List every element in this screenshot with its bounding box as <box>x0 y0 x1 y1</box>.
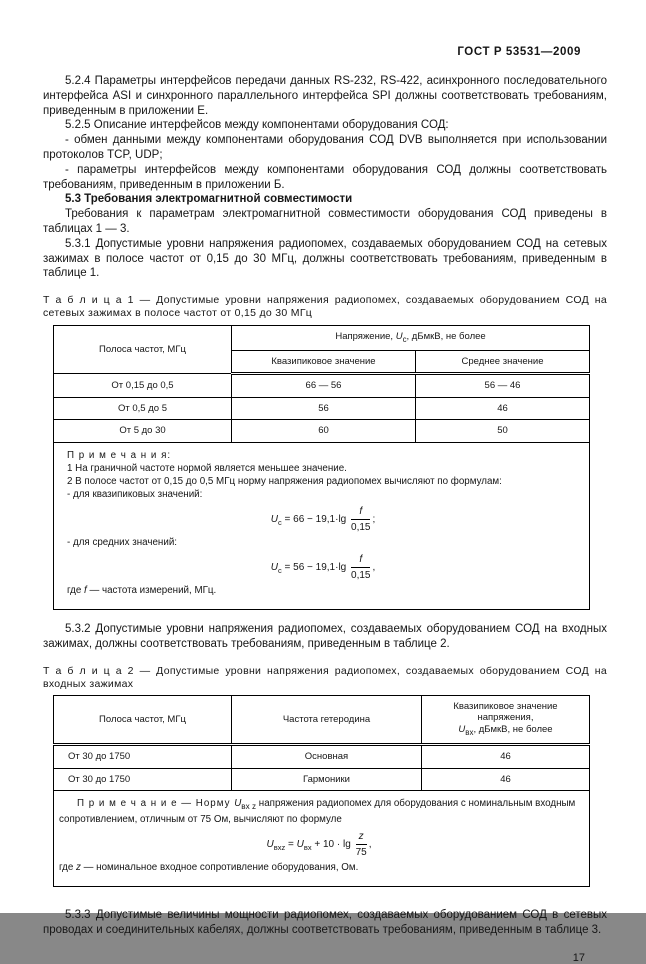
f-variable: f <box>84 584 87 596</box>
table-row <box>54 397 590 420</box>
table-2-cell: От 30 до 1750 <box>54 768 232 791</box>
u-symbol: U <box>270 514 278 526</box>
notes-title: П р и м е ч а н и я: <box>67 449 172 461</box>
table-2-cell: От 30 до 1750 <box>54 745 232 769</box>
doc-code: ГОСТ Р 53531—2009 <box>457 46 581 58</box>
table-1-header-row-1 <box>54 325 590 350</box>
table-2 <box>53 695 590 887</box>
table-row <box>54 420 590 443</box>
heading-5-3: 5.3 Требования электромагнитной совместимости <box>65 193 353 206</box>
table-2-header-row <box>54 695 590 744</box>
table-1-header-quasi: Квазипиковое значение <box>232 350 416 374</box>
paragraph-5-3-3: 5.3.3 Допустимые величины мощности радиопомех, создаваемых оборудованием СОД в сетевых проводах и соединительных кабелях, должны соответствовать требованиям, приведенным в таблице 3. <box>43 909 607 937</box>
formula-average: $U_с = 56 - 19,1\cdot\lg$ $\frac{f}{0,15}$ , <box>270 553 376 581</box>
table-2-note <box>54 791 590 887</box>
table-2-cell: Основная <box>232 745 422 769</box>
table-1-cell: От 0,5 до 5 <box>54 397 232 420</box>
table-1-cell: От 0,15 до 0,5 <box>54 374 232 398</box>
table-2-note-row <box>54 791 590 887</box>
paragraph-5-3-2: 5.3.2 Допустимые уровни напряжения радиопомех, создаваемых оборудованием СОД на входных зажимах, должны соответствовать требованиям, приведенным в таблице 2. <box>43 622 607 650</box>
table-row <box>54 745 590 769</box>
u-symbol: U <box>458 723 466 735</box>
paragraph-5-3: Требования к параметрам электромагнитной совместимости оборудования СОД приведены в таблицах 1 — 3. <box>43 208 607 235</box>
table-row <box>54 374 590 398</box>
note-2: 2 В полосе частот от 0,15 до 0,5 МГц норму напряжения радиопомех вычисляют по формулам: <box>67 475 502 487</box>
u-symbol: U <box>395 330 403 342</box>
table-1-caption-text: Т а б л и ц а 1 — Допустимые уровни напряжения радиопомех, создаваемых оборудованием СОД на сетевых зажимах в полосе частот от 0,15 до 30 МГц <box>43 294 607 320</box>
list-item-exchange: - обмен данными между компонентами оборудования СОД DVB выполняется при использовании протоколов TCP, UDP; <box>43 134 607 161</box>
fraction: $\frac{f}{0,15}$ <box>351 505 371 533</box>
formula-quasi-peak: $U_с = 66 - 19,1\cdot\lg$ $\frac{f}{0,15}$ ; <box>270 505 376 533</box>
table-1-header-avg: Среднее значение <box>416 350 590 374</box>
note-where: где z — номинальное входное сопротивление оборудования, Ом. <box>59 862 359 874</box>
table-1-cell: 46 <box>416 397 590 420</box>
table-1-header-freq: Полоса частот, МГц <box>54 325 232 374</box>
table-2-caption-text: Т а б л и ц а 2 — Допустимые уровни напряжения радиопомех, создаваемых оборудованием СОД на входных зажимах <box>43 664 607 690</box>
table-2-cell: Гармоники <box>232 768 422 791</box>
note-mid-label: - для средних значений: <box>67 536 178 548</box>
fraction: $\frac{f}{0,15}$ <box>351 553 371 581</box>
table-2-caption <box>43 665 607 691</box>
table-2-cell: 46 <box>422 768 590 791</box>
table-1-cell: 50 <box>416 420 590 443</box>
u-symbol: U <box>234 798 242 810</box>
table-2-cell: 46 <box>422 745 590 769</box>
table-1 <box>53 325 590 610</box>
table-1-cell: 56 <box>232 397 416 420</box>
page-number: 17 <box>572 951 585 964</box>
table-1-caption <box>43 294 607 320</box>
list-item-parameters: - параметры интерфейсов между компонентами оборудования СОД должны соответствовать требованиям, приведенным в приложении Б. <box>43 163 607 191</box>
paragraph-5-2-4: 5.2.4 Параметры интерфейсов передачи данных RS-232, RS-422, асинхронного последовательного интерфейса ASI и синхронного параллельного интерфейса SPI должны соответствовать требованиям, приведенным в приложении Е. <box>43 75 607 117</box>
table-row <box>54 768 590 791</box>
formula-input-impedance: $U_{вхz} = U_{вх} + 10 \cdot \lg$ $\frac{z}{75}$ , <box>266 831 372 859</box>
table-2-header-quasi: Квазипиковое значение напряжения, $U_{вх}$, дБмкВ, не более <box>422 695 590 744</box>
table-2-header-heterodyne: Частота гетеродина <box>232 695 422 744</box>
paragraph-5-3-1: 5.3.1 Допустимые уровни напряжения радиопомех, создаваемых оборудованием СОД на сетевых зажимах в полосе частот от 0,15 до 30 МГц, должны соответствовать требованиям, приведенным в таблице 1. <box>43 237 607 280</box>
paragraph-5-2-5: 5.2.5 Описание интерфейсов между компонентами оборудования СОД: <box>65 119 449 132</box>
note-1: 1 На граничной частоте нормой является меньшее значение. <box>67 462 347 474</box>
z-variable: z <box>76 862 81 874</box>
table-1-cell: От 5 до 30 <box>54 420 232 443</box>
table-1-notes-row <box>54 442 590 609</box>
table-1-cell: 56 — 46 <box>416 374 590 398</box>
fraction: $\frac{z}{75}$ <box>355 831 367 859</box>
table-1-notes <box>54 442 590 609</box>
note-text: П р и м е ч а н и е — Норму $U_{вх z}$ напряжения радиопомех для оборудования с номинальным входным сопротивлением, отличным от 75 Ом, вычисляют по формуле <box>59 798 576 826</box>
table-1-header-voltage: Напряжение, $U_с$, дБмкВ, не более <box>232 325 590 350</box>
u-symbol: U <box>266 839 274 851</box>
note-quasi-label: - для квазипиковых значений: <box>67 488 203 500</box>
table-1-cell: 66 — 56 <box>232 374 416 398</box>
u-symbol: U <box>296 839 304 851</box>
note-where: где f — частота измерений, МГц. <box>67 584 217 596</box>
table-1-cell: 60 <box>232 420 416 443</box>
u-symbol: U <box>270 562 278 574</box>
table-2-header-freq: Полоса частот, МГц <box>54 695 232 744</box>
